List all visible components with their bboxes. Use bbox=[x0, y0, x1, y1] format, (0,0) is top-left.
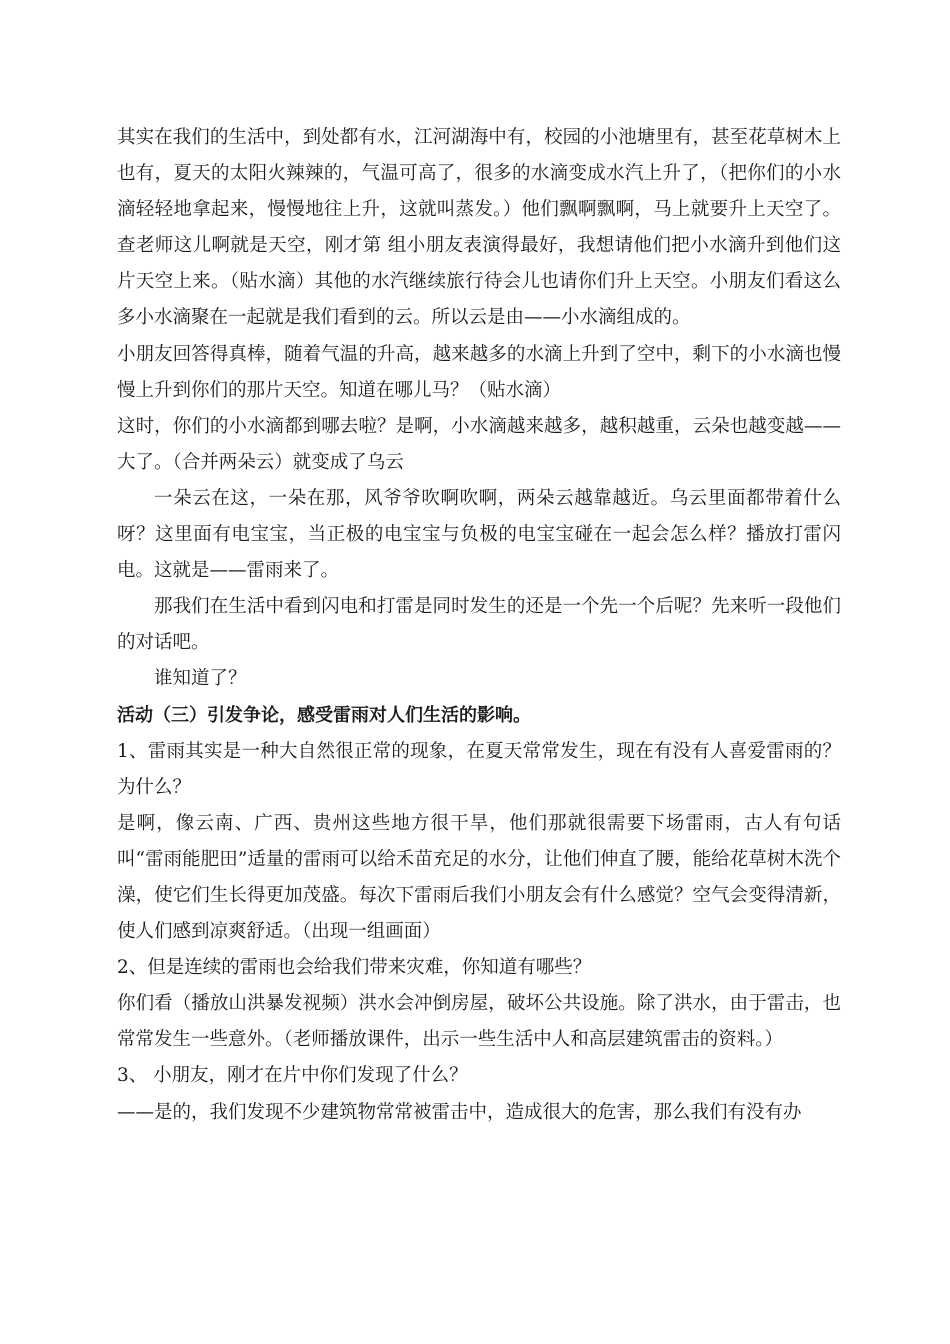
list-item-2: 2、但是连续的雷雨也会给我们带来灾难，你知道有哪些？ bbox=[117, 957, 592, 979]
paragraph-flood-video: 你们看（播放山洪暴发视频）洪水会冲倒房屋，破坏公共设施。除了洪水，由于雷击，也常常发生一些意外。（老师播放课件，出示一些生活中人和高层建筑雷击的资料。） bbox=[117, 993, 841, 1051]
list-item-1: 1、雷雨其实是一种大自然很正常的现象，在夏天常常发生，现在有没有人喜爱雷雨的？为什么？ bbox=[117, 740, 841, 798]
paragraph-rain-benefits: 是啊，像云南、广西、贵州这些地方很干旱，他们那就很需要下场雷雨，古人有句话叫“雷雨能肥田”适量的雷雨可以给禾苗充足的水分，让他们伸直了腰，能给花草树木洗个澡，使它们生长得更加茂盛。每次下雷雨后我们小朋友会有什么感觉？空气会变得清新，使人们感到凉爽舒适。（出现一组画面） bbox=[117, 812, 841, 943]
document-body bbox=[117, 120, 841, 1131]
paragraph-lightning-damage: ——是的，我们发现不少建筑物常常被雷击中，造成很大的危害，那么我们有没有办 bbox=[117, 1101, 802, 1123]
paragraph-thunder-lightning: 一朵云在这，一朵在那，风爷爷吹啊吹啊，两朵云越靠越近。乌云里面都带着什么呀？这里面有电宝宝，当正极的电宝宝与负极的电宝宝碰在一起会怎么样？播放打雷闪电。这就是——雷雨来了。 bbox=[117, 487, 841, 582]
list-item-3: 3、 小朋友，刚才在片中你们发现了什么？ bbox=[117, 1065, 468, 1087]
paragraph-rising-droplets: 小朋友回答得真棒，随着气温的升高，越来越多的水滴上升到了空中，剩下的小水滴也慢慢上升到你们的那片天空。知道在哪儿马？（贴水滴） bbox=[117, 343, 841, 401]
paragraph-dark-cloud: 这时，你们的小水滴都到哪去啦？是啊，小水滴越来越多，越积越重，云朵也越变越——大了。（合并两朵云）就变成了乌云 bbox=[117, 415, 841, 473]
paragraph-question: 谁知道了？ bbox=[154, 668, 247, 690]
activity-three-heading: 活动（三）引发争论，感受雷雨对人们生活的影响。 bbox=[117, 704, 531, 726]
paragraph-dialogue-intro: 那我们在生活中看到闪电和打雷是同时发生的还是一个先一个后呢？先来听一段他们的对话吧。 bbox=[117, 596, 841, 654]
paragraph-evaporation: 其实在我们的生活中，到处都有水，江河湖海中有，校园的小池塘里有，甚至花草树木上也有，夏天的太阳火辣辣的，气温可高了，很多的水滴变成水汽上升了，（把你们的小水滴轻轻地拿起来，慢慢地往上升，这就叫蒸发。）他们飘啊飘啊，马上就要升上天空了。查老师这儿啊就是天空，刚才第 组小朋友表演得最好，我想请他们把小水滴升到他们这片天空上来。（贴水滴）其他的水汽继续旅行待会儿也请你们升上天空。小朋友们看这么多小水滴聚在一起就是我们看到的云。所以云是由——小水滴组成的。 bbox=[117, 127, 841, 329]
